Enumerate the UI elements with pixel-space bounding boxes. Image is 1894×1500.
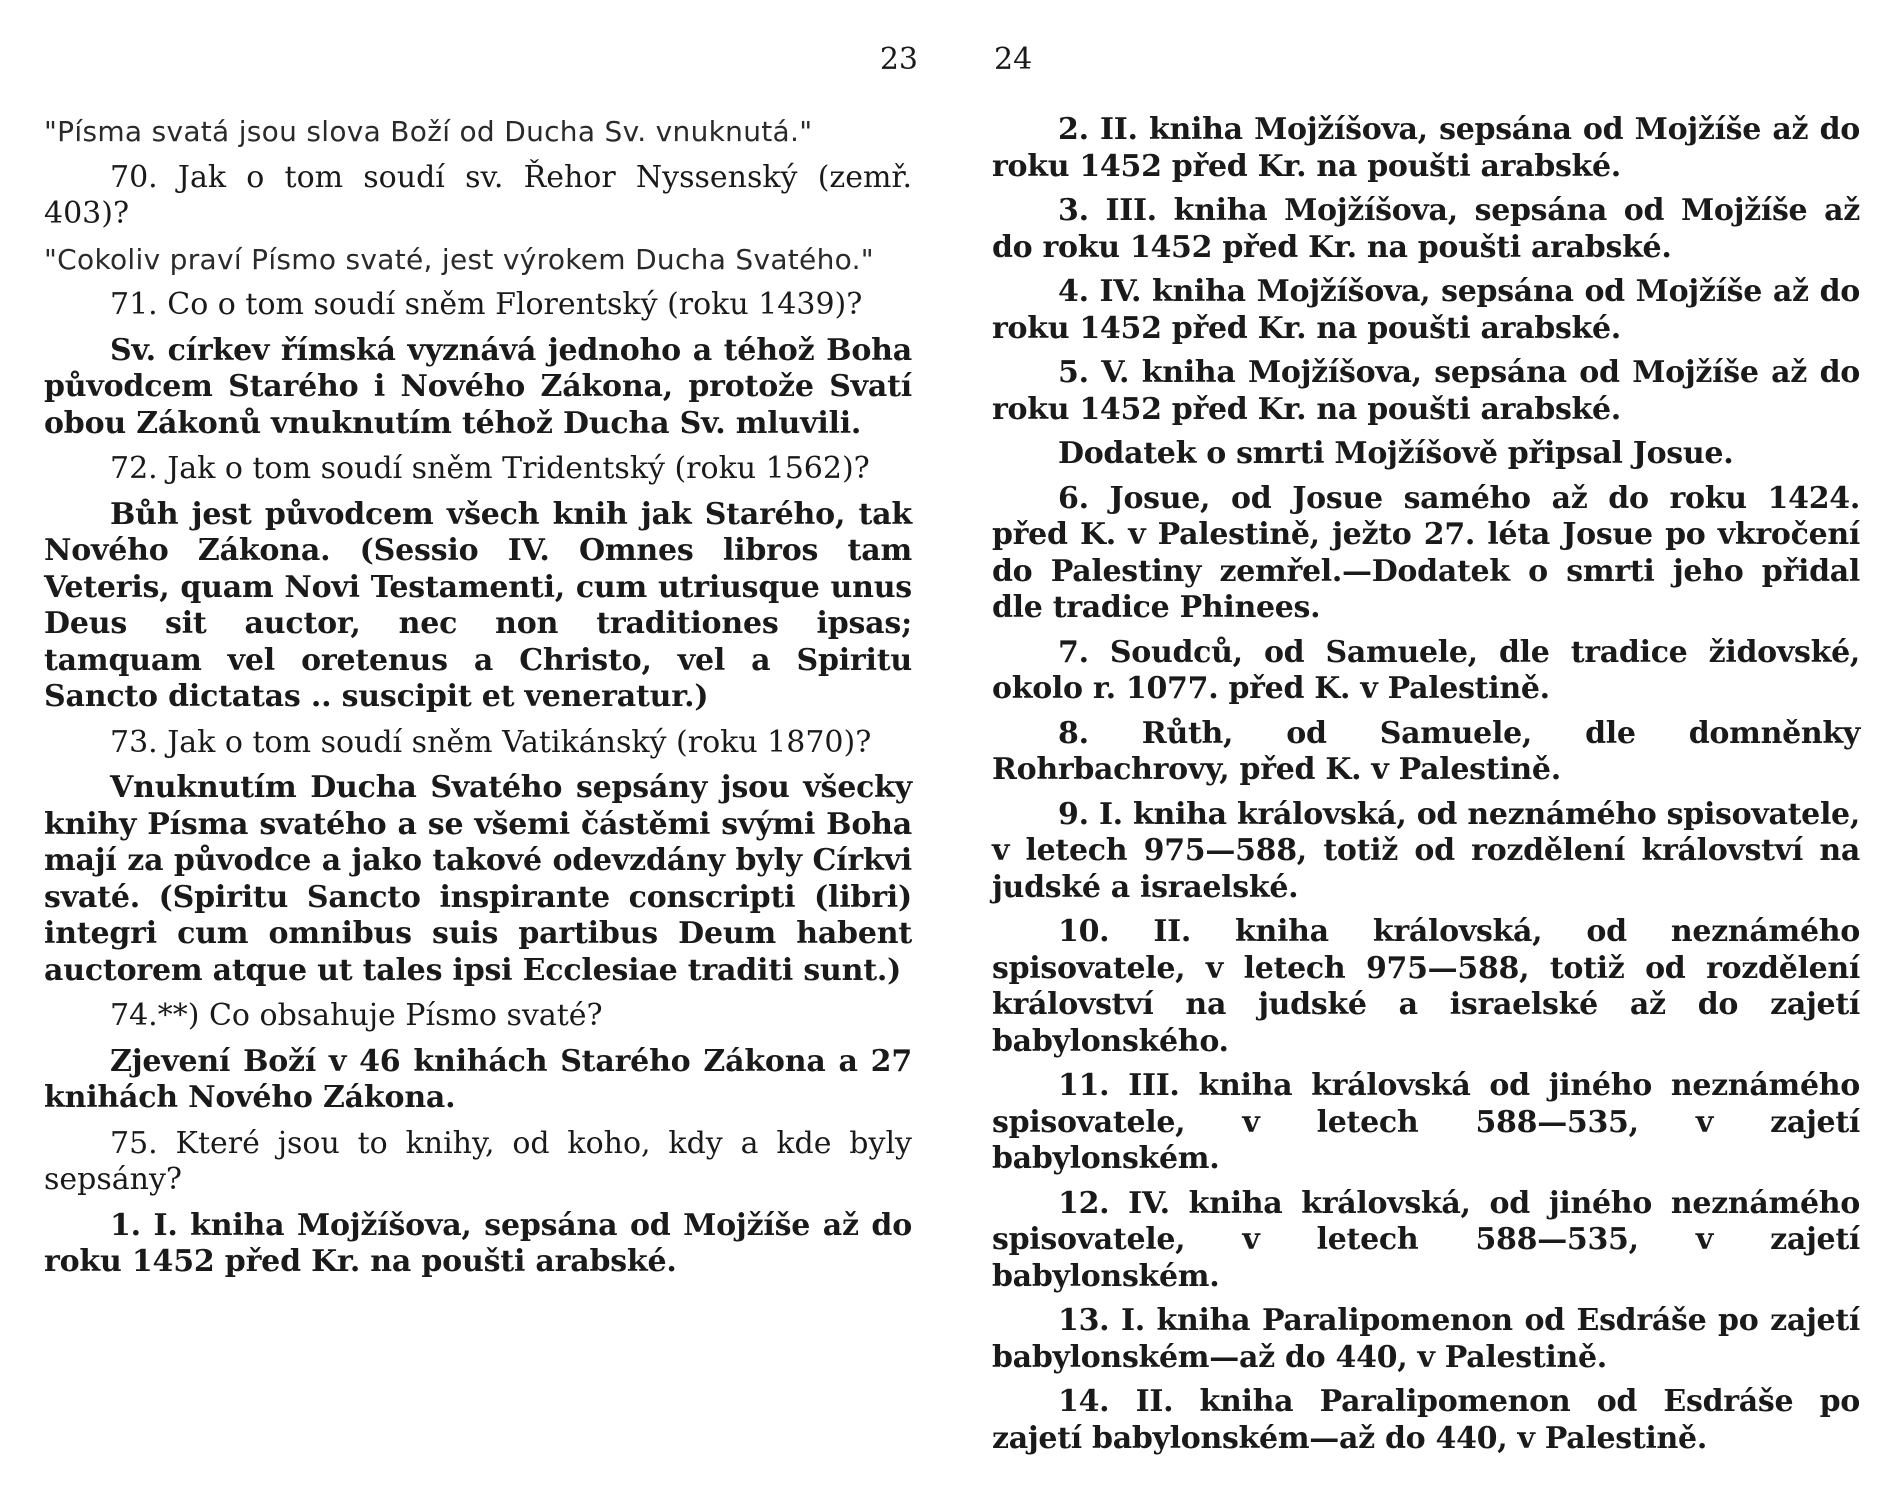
book-list-item: 5. V. kniha Mojžíšova, sepsána od Mojžíše až do roku 1452 před Kr. na poušti arabské. — [992, 355, 1860, 427]
left-page — [44, 0, 918, 1500]
book-list-item: 8. Růth, od Samuele, dle domněnky Rohrbachrovy, před K. v Palestině. — [992, 715, 1860, 787]
question-73: 73. Jak o tom soudí sněm Vatikánský (roku 1870)? — [110, 724, 872, 760]
page-number-left: 23 — [879, 42, 918, 77]
book-list-item: 6. Josue, od Josue samého až do roku 1424. před K. v Palestině, ježto 27. léta Josue po vkročení do Palestiny zemřel.—Dodatek o smrti jeho přidal dle tradice Phinees. — [992, 480, 1860, 625]
book-list-item: 2. II. kniha Mojžíšova, sepsána od Mojžíše až do roku 1452 před Kr. na poušti arabské. — [992, 112, 1860, 184]
book-list-item: 1. I. kniha Mojžíšova, sepsána od Mojžíše až do roku 1452 před Kr. na poušti arabské. — [44, 1207, 912, 1279]
book-list-item: 13. I. kniha Paralipomenon od Esdráše po zajetí babylonském—až do 440, v Palestině. — [992, 1303, 1860, 1375]
answer-73: Vnuknutím Ducha Svatého sepsány jsou všecky knihy Písma svatého a se všemi částěmi svými Boha mají za původce a jako takové odevzdány byly Církvi svaté. (Spiritu Sancto inspirante conscripti (libri) integri cum omnibus suis partibus Deum habent auctorem atque ut tales ipsi Ecclesiae traditi sunt.) — [44, 770, 912, 988]
page-number-right: 24 — [994, 42, 1033, 77]
left-page-body — [44, 114, 912, 1290]
book-list-note: Dodatek o smrti Mojžíšově připsal Josue. — [1058, 436, 1734, 471]
right-page — [992, 0, 1860, 1500]
book-list-item: 4. IV. kniha Mojžíšova, sepsána od Mojžíše až do roku 1452 před Kr. na poušti arabské. — [992, 274, 1860, 346]
question-75: 75. Které jsou to knihy, od koho, kdy a kde byly sepsány? — [44, 1125, 912, 1197]
book-list-item: 12. IV. kniha královská, od jiného neznámého spisovatele, v letech 588—535, v zajetí babylonském. — [992, 1185, 1860, 1294]
book-list-item: 11. III. kniha královská od jiného neznámého spisovatele, v letech 588—535, v zajetí babylonském. — [992, 1068, 1860, 1176]
question-71: 71. Co o tom soudí sněm Florentský (roku 1439)? — [110, 287, 863, 322]
book-list-item: 14. II. kniha Paralipomenon od Esdráše po zajetí babylonském—až do 440, v Palestině. — [992, 1384, 1860, 1456]
book-list-item: 10. II. kniha královská, od neznámého spisovatele, v letech 975—588, totiž od rozdělení království na judské a israelské až do zajetí babylonského. — [992, 914, 1860, 1059]
book-list-item: 9. I. kniha královská, od neznámého spisovatele, v letech 975—588, totiž od rozdělení království na judské a israelské. — [992, 796, 1860, 905]
answer-74: Zjevení Boží v 46 knihách Starého Zákona a 27 knihách Nového Zákona. — [44, 1043, 912, 1115]
question-72: 72. Jak o tom soudí sněm Tridentský (roku 1562)? — [110, 451, 870, 486]
quote-paragraph: "Cokoliv praví Písmo svaté, jest výrokem Ducha Svatého." — [44, 242, 874, 276]
answer-71: Sv. církev římská vyznává jednoho a téhož Boha původcem Starého i Nového Zákona, protože Svatí obou Zákonů vnuknutím téhož Ducha Sv. mluvili. — [44, 332, 912, 441]
question-70: 70. Jak o tom soudí sv. Řehor Nyssenský (zemř. 403)? — [44, 159, 912, 231]
book-list-item: 7. Soudců, od Samuele, dle tradice židovské, okolo r. 1077. před K. v Palestině. — [992, 634, 1860, 706]
quote-paragraph: "Písma svatá jsou slova Boží od Ducha Sv. vnuknutá." — [44, 115, 813, 148]
right-page-body — [992, 112, 1860, 1465]
book-list-item: 3. III. kniha Mojžíšova, sepsána od Mojžíše až do roku 1452 před Kr. na poušti arabské. — [992, 193, 1860, 265]
question-74: 74.**) Co obsahuje Písmo svaté? — [110, 998, 603, 1033]
answer-72: Bůh jest původcem všech knih jak Starého, tak Nového Zákona. (Sessio IV. Omnes libros tam Veteris, quam Novi Testamenti, cum utriusque unus Deus sit auctor, nec non traditiones ipsas; tamquam vel oretenus a Christo, vel a Spiritu Sancto dictatas .. suscipit et veneratur.) — [44, 496, 912, 714]
